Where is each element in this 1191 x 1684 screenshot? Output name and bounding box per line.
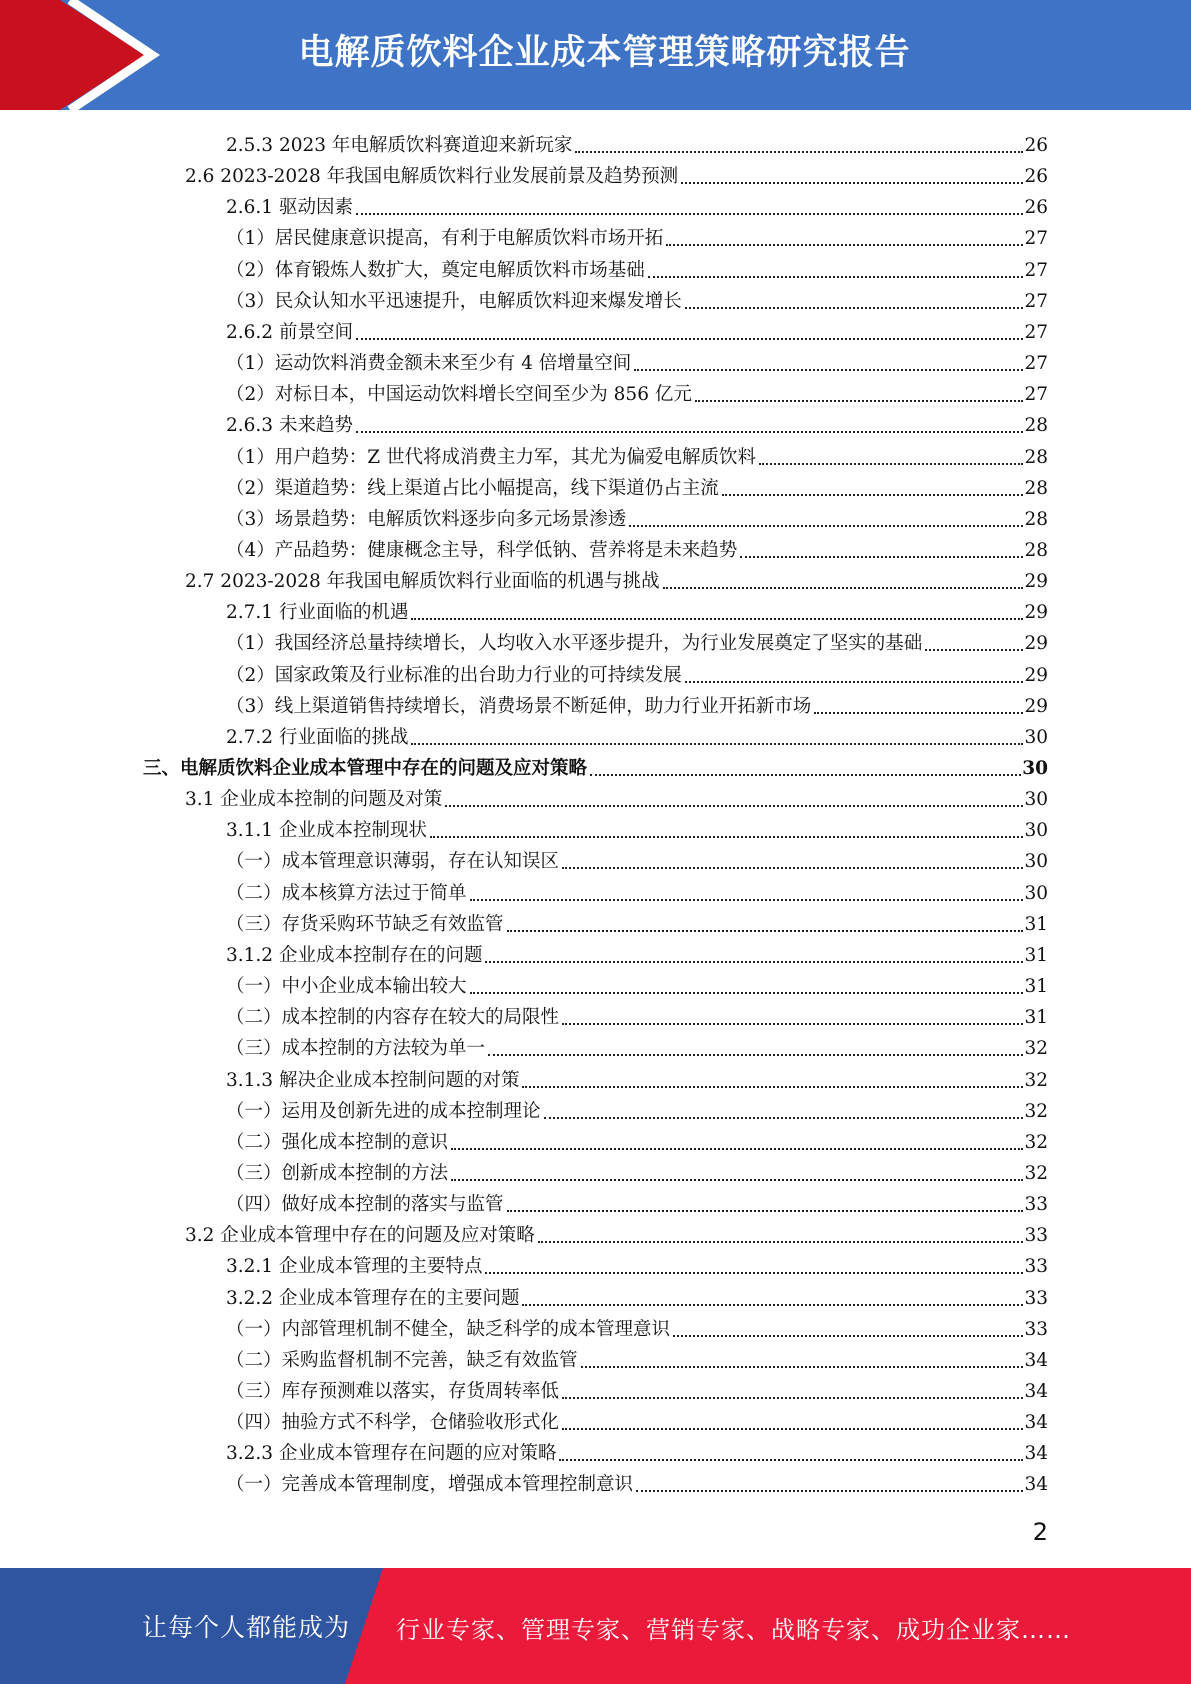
toc-entry[interactable] [226,626,1048,657]
toc-entry[interactable] [226,813,1048,844]
toc-entry[interactable] [226,1063,1048,1094]
toc-entry[interactable] [226,315,1048,346]
toc-entry-page: 34 [1024,1474,1048,1496]
toc-dot-leader [562,1023,1023,1025]
toc-entry[interactable] [226,221,1048,252]
toc-entry[interactable] [226,346,1048,377]
toc-entry-title: （三）创新成本控制的方法 [226,1162,449,1184]
toc-entry[interactable] [226,377,1048,408]
toc-entry-page: 34 [1024,1349,1048,1371]
toc-dot-leader [538,1241,1024,1243]
toc-entry[interactable] [226,1094,1048,1125]
toc-dot-leader [685,307,1024,309]
toc-entry[interactable] [226,128,1048,159]
toc-entry-title: （三）成本控制的方法较为单一 [226,1038,486,1060]
toc-entry[interactable] [226,595,1048,626]
toc-dot-leader [590,774,1021,776]
toc-entry-title: （一）完善成本管理制度，增强成本管理控制意识 [226,1474,634,1496]
toc-dot-leader [634,369,1023,371]
toc-entry-page: 32 [1024,1162,1048,1184]
toc-entry-title: 3.2 企业成本管理中存在的问题及应对策略 [185,1225,535,1247]
toc-entry[interactable] [226,408,1048,439]
toc-entry-page: 32 [1024,1069,1048,1091]
toc-dot-leader [666,244,1023,246]
toc-entry-page: 33 [1024,1194,1048,1216]
toc-entry-page: 29 [1024,633,1048,655]
toc-dot-leader [485,961,1023,963]
toc-entry-page: 31 [1024,1007,1048,1029]
toc-entry[interactable] [226,471,1048,502]
toc-entry-title: （3）民众认知水平迅速提升，电解质饮料迎来爆发增长 [226,290,682,312]
toc-entry[interactable] [226,440,1048,471]
toc-dot-leader [636,1490,1023,1492]
toc-entry[interactable] [226,969,1048,1000]
toc-dot-leader [722,494,1024,496]
toc-dot-leader [451,1148,1023,1150]
toc-dot-leader [522,1304,1023,1306]
toc-entry-title: （2）渠道趋势：线上渠道占比小幅提高，线下渠道仍占主流 [226,477,719,499]
document-title: 电解质饮料企业成本管理策略研究报告 [298,33,911,73]
toc-entry[interactable] [185,1218,1048,1249]
toc-entry-page: 33 [1024,1225,1048,1247]
toc-dot-leader [522,1086,1023,1088]
toc-entry-page: 28 [1024,446,1048,468]
toc-entry-page: 30 [1024,726,1048,748]
toc-entry-page: 28 [1024,508,1048,530]
toc-entry[interactable] [226,190,1048,221]
toc-dot-leader [629,525,1023,527]
toc-entry-title: （1）居民健康意识提高，有利于电解质饮料市场开拓 [226,228,664,250]
toc-dot-leader [562,1397,1023,1399]
footer-slogan-left: 让每个人都能成为 [142,1613,351,1642]
toc-dot-leader [411,743,1023,745]
toc-entry-page: 27 [1024,321,1048,343]
page-header [0,0,1191,110]
toc-dot-leader [925,649,1023,651]
toc-entry-title: 3.1.3 解决企业成本控制问题的对策 [226,1069,520,1091]
toc-entry-title: 3.2.2 企业成本管理存在的主要问题 [226,1287,520,1309]
toc-entry-page: 29 [1024,695,1048,717]
toc-dot-leader [356,431,1024,433]
toc-dot-leader [575,151,1023,153]
toc-entry[interactable] [226,1374,1048,1405]
toc-entry[interactable] [226,253,1048,284]
toc-dot-leader [663,587,1024,589]
toc-entry-title: 2.7 2023-2028 年我国电解质饮料行业面临的机遇与挑战 [185,571,660,593]
toc-entry-page: 32 [1024,1100,1048,1122]
toc-entry-page: 33 [1024,1318,1048,1340]
toc-entry-title: （4）产品趋势：健康概念主导，科学低钠、营养将是未来趋势 [226,539,738,561]
toc-entry-page: 33 [1024,1256,1048,1278]
toc-entry[interactable] [185,782,1048,813]
toc-entry-title: 2.6.3 未来趋势 [226,415,353,437]
toc-entry-title: 3.1.2 企业成本控制存在的问题 [226,944,483,966]
toc-entry[interactable] [226,1467,1048,1498]
toc-entry-title: （1）用户趋势：Z 世代将成消费主力军，其尤为偏爱电解质饮料 [226,446,757,468]
toc-entry[interactable] [226,502,1048,533]
toc-entry[interactable] [226,1312,1048,1343]
toc-entry-title: 2.6.1 驱动因素 [226,197,353,219]
toc-dot-leader [507,1210,1024,1212]
toc-entry-page: 26 [1024,197,1048,219]
toc-entry-title: 2.7.1 行业面临的机遇 [226,602,409,624]
toc-dot-leader [685,681,1024,683]
toc-entry[interactable] [226,1405,1048,1436]
toc-entry[interactable] [226,284,1048,315]
toc-entry-title: （3）线上渠道销售持续增长，消费场景不断延伸，助力行业开拓新市场 [226,695,812,717]
toc-entry-page: 33 [1024,1287,1048,1309]
toc-entry-page: 27 [1024,353,1048,375]
toc-entry-title: （一）成本管理意识薄弱，存在认知误区 [226,851,560,873]
toc-entry-page: 27 [1024,259,1048,281]
toc-entry-title: （四）抽验方式不科学，仓储验收形式化 [226,1412,560,1434]
toc-entry[interactable] [185,564,1048,595]
toc-entry[interactable] [185,159,1048,190]
toc-entry-page: 30 [1024,851,1048,873]
toc-dot-leader [430,836,1023,838]
toc-entry[interactable] [226,1281,1048,1312]
toc-entry-title: （四）做好成本控制的落实与监管 [226,1194,504,1216]
toc-entry-page: 30 [1024,789,1048,811]
toc-entry[interactable] [226,533,1048,564]
toc-entry-page: 31 [1024,976,1048,998]
toc-dot-leader [356,338,1024,340]
toc-entry-title: 3.2.3 企业成本管理存在问题的应对策略 [226,1443,557,1465]
toc-entry[interactable] [226,876,1048,907]
toc-entry-title: 3.1.1 企业成本控制现状 [226,820,427,842]
footer-slogan-right: 行业专家、管理专家、营销专家、战略专家、成功企业家…… [396,1616,1071,1644]
toc-entry-title: （一）中小企业成本输出较大 [226,976,467,998]
toc-entry[interactable] [143,751,1048,782]
toc-dot-leader [681,182,1023,184]
toc-dot-leader [544,1117,1024,1119]
toc-entry-title: （2）国家政策及行业标准的出台助力行业的可持续发展 [226,664,682,686]
toc-entry-title: （二）强化成本控制的意识 [226,1131,449,1153]
toc-entry-title: 2.6 2023-2028 年我国电解质饮料行业发展前景及趋势预测 [185,166,679,188]
toc-entry-page: 27 [1024,384,1048,406]
toc-entry-title: （三）存货采购环节缺乏有效监管 [226,913,504,935]
toc-entry-page: 28 [1024,415,1048,437]
toc-entry[interactable] [226,1031,1048,1062]
toc-entry[interactable] [226,1249,1048,1280]
toc-dot-leader [740,556,1023,558]
toc-entry-title: （1）运动饮料消费金额未来至少有 4 倍增量空间 [226,353,632,375]
toc-entry-page: 31 [1024,913,1048,935]
toc-entry-page: 27 [1024,290,1048,312]
toc-entry-title: （二）成本控制的内容存在较大的局限性 [226,1007,560,1029]
toc-entry-title: （2）对标日本，中国运动饮料增长空间至少为 856 亿元 [226,384,692,406]
toc-dot-leader [470,899,1024,901]
toc-dot-leader [445,805,1023,807]
toc-entry[interactable] [226,1343,1048,1374]
toc-entry-page: 31 [1024,944,1048,966]
toc-entry-title: （一）内部管理机制不健全，缺乏科学的成本管理意识 [226,1318,671,1340]
toc-dot-leader [648,276,1024,278]
toc-entry[interactable] [226,658,1048,689]
toc-entry-page: 32 [1024,1038,1048,1060]
toc-dot-leader [507,930,1024,932]
toc-entry-title: 3.2.1 企业成本管理的主要特点 [226,1256,483,1278]
toc-entry-title: （1）我国经济总量持续增长，人均收入水平逐步提升，为行业发展奠定了坚实的基础 [226,633,923,655]
toc-dot-leader [356,213,1024,215]
toc-dot-leader [488,1054,1023,1056]
toc-entry[interactable] [226,844,1048,875]
toc-entry-page: 26 [1024,166,1048,188]
toc-entry-title: 2.7.2 行业面临的挑战 [226,726,409,748]
toc-entry[interactable] [226,1125,1048,1156]
toc-dot-leader [695,400,1024,402]
toc-entry-title: （一）运用及创新先进的成本控制理论 [226,1100,541,1122]
toc-entry[interactable] [226,938,1048,969]
toc-dot-leader [470,992,1024,994]
toc-dot-leader [759,463,1023,465]
toc-entry-page: 28 [1024,477,1048,499]
toc-entry-title: 3.1 企业成本控制的问题及对策 [185,789,443,811]
page-footer [0,1568,1191,1684]
toc-dot-leader [485,1272,1023,1274]
toc-entry-title: （二）采购监督机制不完善，缺乏有效监管 [226,1349,578,1371]
toc-entry-title: （二）成本核算方法过于简单 [226,882,467,904]
toc-entry[interactable] [226,1187,1048,1218]
toc-entry-page: 29 [1024,664,1048,686]
toc-entry-page: 28 [1024,539,1048,561]
toc-dot-leader [562,867,1023,869]
toc-entry-page: 27 [1024,228,1048,250]
toc-entry-page: 34 [1024,1412,1048,1434]
toc-entry-page: 29 [1024,602,1048,624]
toc-entry-title: 2.5.3 2023 年电解质饮料赛道迎来新玩家 [226,135,573,156]
toc-entry-page: 32 [1024,1131,1048,1153]
toc-entry[interactable] [226,1000,1048,1031]
toc-entry-title: 三、电解质饮料企业成本管理中存在的问题及应对策略 [143,758,588,779]
toc-entry-title: （2）体育锻炼人数扩大，奠定电解质饮料市场基础 [226,259,645,281]
toc-entry-title: （三）库存预测难以落实，存货周转率低 [226,1381,560,1402]
page-number: 2 [1032,1518,1048,1546]
toc-dot-leader [559,1459,1023,1461]
toc-dot-leader [562,1428,1023,1430]
toc-dot-leader [581,1366,1024,1368]
toc-entry[interactable] [226,689,1048,720]
toc-entry-page: 30 [1024,882,1048,904]
toc-entry-page: 30 [1022,758,1048,779]
toc-dot-leader [411,618,1023,620]
toc-dot-leader [814,712,1023,714]
toc-dot-leader [451,1179,1023,1181]
toc-entry-page: 26 [1024,135,1048,156]
toc-entry-page: 29 [1024,571,1048,593]
toc-entry-page: 30 [1024,820,1048,842]
toc-entry-title: （3）场景趋势：电解质饮料逐步向多元场景渗透 [226,508,627,530]
toc-entry-title: 2.6.2 前景空间 [226,321,353,343]
toc-entry[interactable] [226,1156,1048,1187]
toc-entry-page: 34 [1024,1443,1048,1465]
toc-entry[interactable] [226,720,1048,751]
toc-entry-page: 34 [1024,1381,1048,1402]
toc-entry[interactable] [226,907,1048,938]
toc-entry[interactable] [226,1436,1048,1467]
toc-dot-leader [673,1335,1023,1337]
